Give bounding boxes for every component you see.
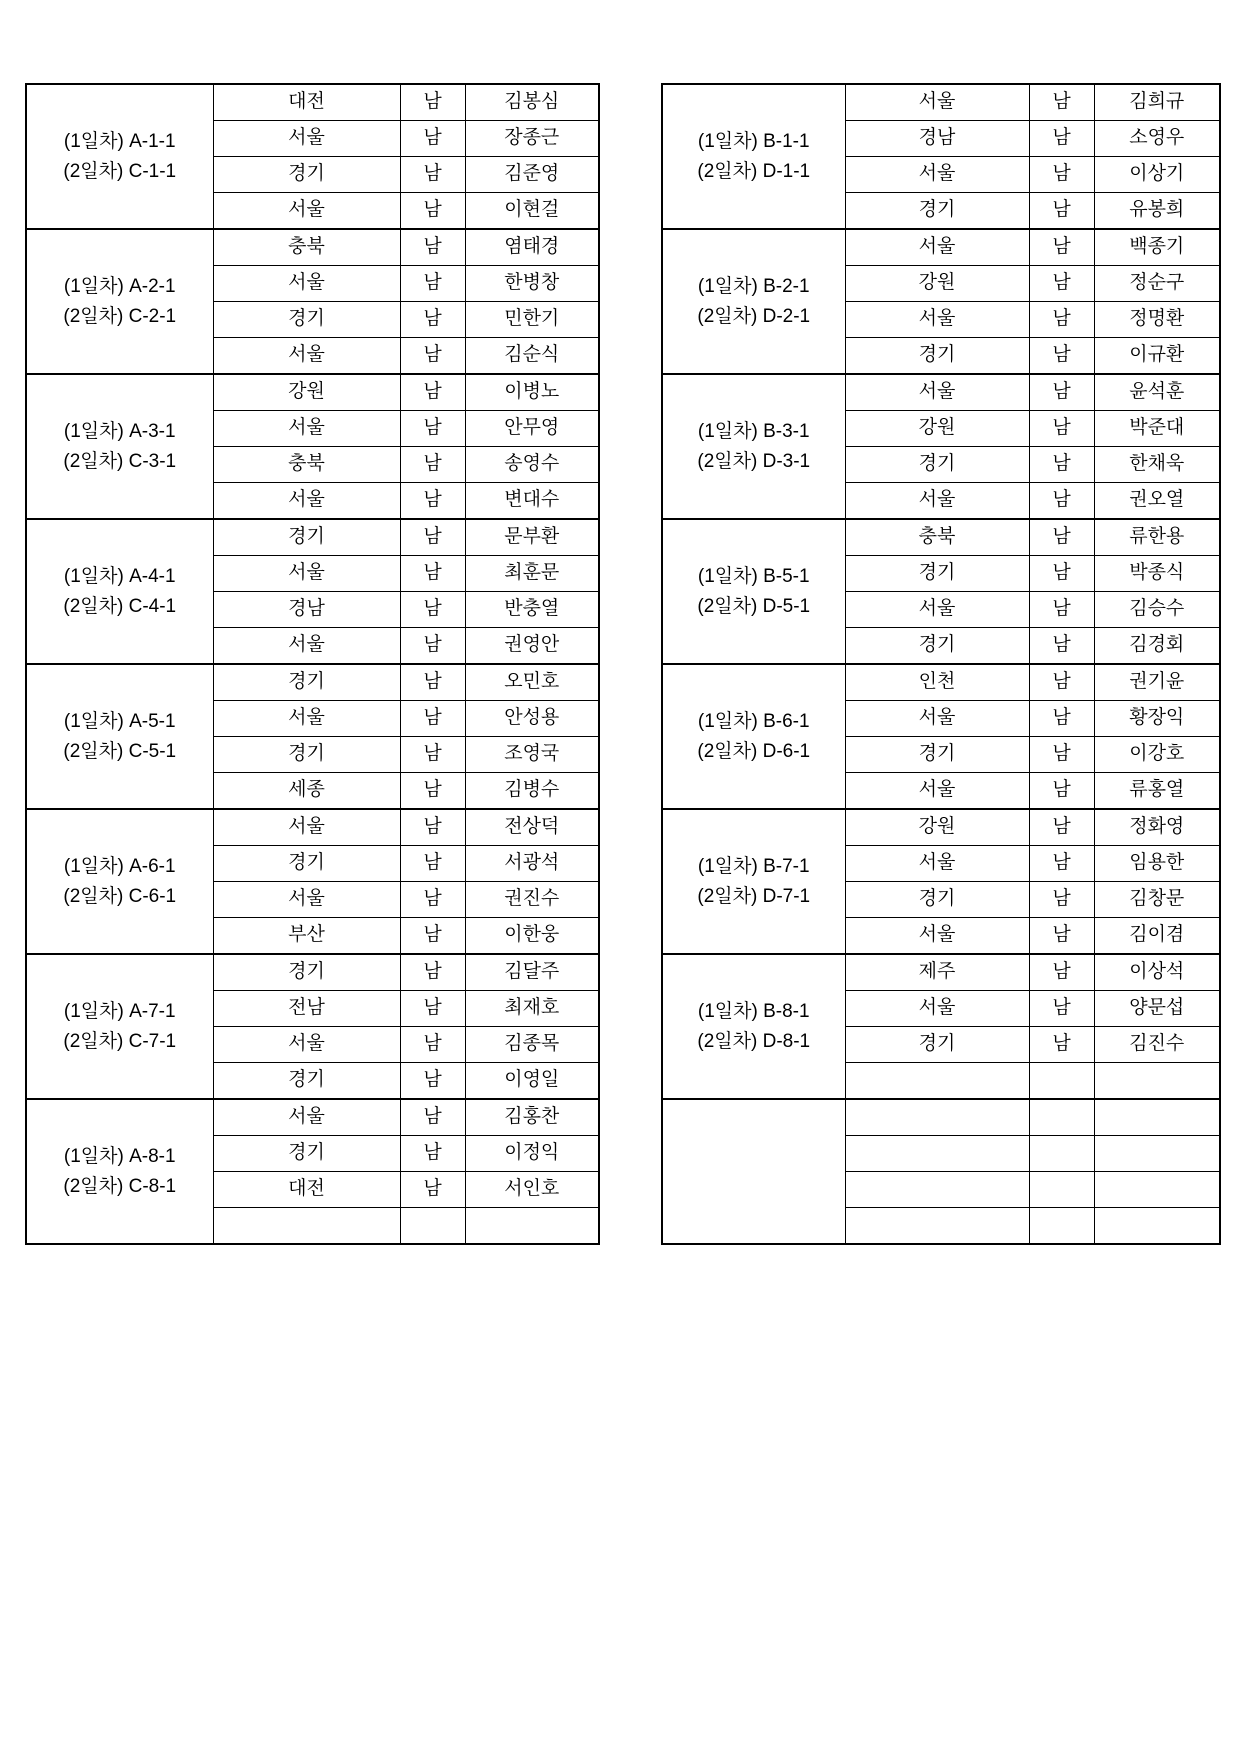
- group-label-cell: [662, 519, 845, 664]
- group-label-line1: (1일차) A-2-1: [63, 276, 176, 298]
- name-cell: 이정익: [465, 1136, 599, 1172]
- region-cell: [845, 1063, 1029, 1100]
- name-cell: 권기윤: [1094, 664, 1220, 701]
- gender-cell: 남: [400, 157, 465, 193]
- table-row: [26, 1099, 599, 1136]
- region-cell: 서울: [213, 1099, 400, 1136]
- name-cell: 유봉희: [1094, 193, 1220, 230]
- region-cell: 서울: [213, 483, 400, 520]
- region-cell: 서울: [213, 121, 400, 157]
- table-row: [662, 664, 1220, 701]
- name-cell: 장종근: [465, 121, 599, 157]
- name-cell: 김준영: [465, 157, 599, 193]
- region-cell: 서울: [213, 338, 400, 375]
- region-cell: 경기: [213, 157, 400, 193]
- region-cell: 경기: [213, 664, 400, 701]
- gender-cell: 남: [1029, 411, 1094, 447]
- gender-cell: 남: [400, 374, 465, 411]
- gender-cell: 남: [400, 411, 465, 447]
- name-cell: [1094, 1172, 1220, 1208]
- name-cell: 안무영: [465, 411, 599, 447]
- name-cell: 백종기: [1094, 229, 1220, 266]
- gender-cell: 남: [400, 1099, 465, 1136]
- gender-cell: 남: [1029, 628, 1094, 665]
- gender-cell: 남: [400, 809, 465, 846]
- region-cell: 대전: [213, 84, 400, 121]
- group-label-line1: (1일차) B-2-1: [697, 276, 810, 298]
- name-cell: 정화영: [1094, 809, 1220, 846]
- gender-cell: 남: [400, 628, 465, 665]
- region-cell: 충북: [213, 229, 400, 266]
- roster-table-left: [25, 83, 600, 1245]
- name-cell: 김병수: [465, 773, 599, 810]
- region-cell: 강원: [213, 374, 400, 411]
- region-cell: 서울: [213, 1027, 400, 1063]
- name-cell: 이현걸: [465, 193, 599, 230]
- region-cell: 부산: [213, 918, 400, 955]
- gender-cell: 남: [1029, 664, 1094, 701]
- region-cell: 서울: [845, 374, 1029, 411]
- gender-cell: 남: [1029, 157, 1094, 193]
- gender-cell: 남: [1029, 737, 1094, 773]
- name-cell: 김희규: [1094, 84, 1220, 121]
- name-cell: 민한기: [465, 302, 599, 338]
- name-cell: 권오열: [1094, 483, 1220, 520]
- group-label-line2: (2일차) C-8-1: [63, 1175, 177, 1197]
- region-cell: 경기: [845, 338, 1029, 375]
- group-label-cell: [26, 519, 213, 664]
- name-cell: 윤석훈: [1094, 374, 1220, 411]
- gender-cell: [1029, 1172, 1094, 1208]
- group-label-cell: [26, 664, 213, 809]
- gender-cell: 남: [400, 447, 465, 483]
- gender-cell: 남: [1029, 918, 1094, 955]
- gender-cell: 남: [400, 229, 465, 266]
- group-label-cell: [662, 374, 845, 519]
- gender-cell: 남: [1029, 193, 1094, 230]
- name-cell: 이강호: [1094, 737, 1220, 773]
- gender-cell: 남: [400, 483, 465, 520]
- group-label-cell: [662, 84, 845, 229]
- group-label-line1: (1일차) B-3-1: [697, 421, 810, 443]
- region-cell: 서울: [845, 302, 1029, 338]
- name-cell: 조영국: [465, 737, 599, 773]
- group-label-line2: (2일차) D-8-1: [697, 1030, 811, 1052]
- region-cell: 서울: [845, 229, 1029, 266]
- group-label-line1: (1일차) A-5-1: [63, 711, 176, 733]
- gender-cell: 남: [1029, 846, 1094, 882]
- group-label-line2: (2일차) C-5-1: [63, 740, 177, 762]
- group-label-line2: (2일차) C-6-1: [63, 885, 177, 907]
- name-cell: 반충열: [465, 592, 599, 628]
- gender-cell: 남: [1029, 447, 1094, 483]
- group-label-line1: (1일차) A-8-1: [63, 1146, 176, 1168]
- gender-cell: 남: [1029, 773, 1094, 810]
- group-label-line2: (2일차) D-3-1: [697, 450, 811, 472]
- group-label-line2: (2일차) D-7-1: [697, 885, 811, 907]
- region-cell: 인천: [845, 664, 1029, 701]
- group-label-cell: [26, 229, 213, 374]
- name-cell: [1094, 1099, 1220, 1136]
- gender-cell: 남: [400, 556, 465, 592]
- group-label-line2: (2일차) D-6-1: [697, 740, 811, 762]
- name-cell: 박종식: [1094, 556, 1220, 592]
- name-cell: 문부환: [465, 519, 599, 556]
- region-cell: 세종: [213, 773, 400, 810]
- group-label-line1: (1일차) A-3-1: [63, 421, 176, 443]
- gender-cell: 남: [1029, 121, 1094, 157]
- region-cell: 경기: [845, 556, 1029, 592]
- gender-cell: [1029, 1099, 1094, 1136]
- region-cell: 경기: [213, 1063, 400, 1100]
- region-cell: 서울: [845, 846, 1029, 882]
- region-cell: 경기: [845, 1027, 1029, 1063]
- gender-cell: 남: [400, 84, 465, 121]
- gender-cell: [1029, 1136, 1094, 1172]
- name-cell: 이상석: [1094, 954, 1220, 991]
- region-cell: 경기: [213, 1136, 400, 1172]
- name-cell: 김홍찬: [465, 1099, 599, 1136]
- tables-row: [25, 83, 1221, 1245]
- group-label-line2: (2일차) C-7-1: [63, 1030, 177, 1052]
- region-cell: 서울: [213, 882, 400, 918]
- region-cell: 경기: [845, 737, 1029, 773]
- region-cell: 경기: [213, 519, 400, 556]
- gender-cell: 남: [1029, 882, 1094, 918]
- region-cell: 경기: [845, 193, 1029, 230]
- region-cell: 서울: [845, 991, 1029, 1027]
- region-cell: 대전: [213, 1172, 400, 1208]
- name-cell: 변대수: [465, 483, 599, 520]
- name-cell: 류홍열: [1094, 773, 1220, 810]
- region-cell: 서울: [213, 411, 400, 447]
- gender-cell: 남: [1029, 556, 1094, 592]
- gender-cell: 남: [400, 1027, 465, 1063]
- region-cell: [845, 1136, 1029, 1172]
- gender-cell: 남: [400, 302, 465, 338]
- group-label-cell: [662, 954, 845, 1099]
- group-label-line2: (2일차) C-1-1: [63, 160, 177, 182]
- table-row: [26, 519, 599, 556]
- group-label-cell: [26, 954, 213, 1099]
- gender-cell: 남: [1029, 338, 1094, 375]
- name-cell: 김창문: [1094, 882, 1220, 918]
- gender-cell: 남: [1029, 483, 1094, 520]
- region-cell: 서울: [845, 773, 1029, 810]
- group-label-line2: (2일차) D-5-1: [697, 595, 811, 617]
- name-cell: 이영일: [465, 1063, 599, 1100]
- gender-cell: 남: [400, 1172, 465, 1208]
- gender-cell: 남: [400, 1136, 465, 1172]
- gender-cell: 남: [400, 954, 465, 991]
- table-row: [26, 84, 599, 121]
- name-cell: 서인호: [465, 1172, 599, 1208]
- region-cell: 전남: [213, 991, 400, 1027]
- name-cell: [1094, 1136, 1220, 1172]
- region-cell: 경기: [213, 846, 400, 882]
- name-cell: 임용한: [1094, 846, 1220, 882]
- region-cell: 서울: [845, 918, 1029, 955]
- group-label-cell: [26, 374, 213, 519]
- name-cell: 전상덕: [465, 809, 599, 846]
- gender-cell: 남: [1029, 1027, 1094, 1063]
- name-cell: 서광석: [465, 846, 599, 882]
- region-cell: 경기: [845, 447, 1029, 483]
- region-cell: 경기: [845, 628, 1029, 665]
- group-label-line2: (2일차) D-1-1: [697, 160, 811, 182]
- region-cell: 경기: [845, 882, 1029, 918]
- region-cell: 서울: [845, 701, 1029, 737]
- roster-table-right: [661, 83, 1221, 1245]
- gender-cell: 남: [1029, 519, 1094, 556]
- name-cell: 김달주: [465, 954, 599, 991]
- table-row: [26, 954, 599, 991]
- name-cell: 최재호: [465, 991, 599, 1027]
- gender-cell: 남: [1029, 954, 1094, 991]
- name-cell: 김봉심: [465, 84, 599, 121]
- region-cell: 경기: [213, 954, 400, 991]
- group-label-line1: (1일차) B-8-1: [697, 1001, 810, 1023]
- region-cell: [213, 1208, 400, 1245]
- region-cell: 서울: [845, 483, 1029, 520]
- gender-cell: 남: [400, 338, 465, 375]
- gender-cell: [1029, 1208, 1094, 1245]
- group-label-cell: [662, 1099, 845, 1244]
- group-label-line1: (1일차) B-1-1: [697, 131, 810, 153]
- group-label-cell: [662, 809, 845, 954]
- name-cell: 이한웅: [465, 918, 599, 955]
- name-cell: 정순구: [1094, 266, 1220, 302]
- table-row: [26, 809, 599, 846]
- region-cell: 경남: [213, 592, 400, 628]
- name-cell: 안성용: [465, 701, 599, 737]
- group-label-line1: (1일차) B-5-1: [697, 566, 810, 588]
- name-cell: 김종목: [465, 1027, 599, 1063]
- region-cell: [845, 1099, 1029, 1136]
- gender-cell: 남: [400, 918, 465, 955]
- gender-cell: 남: [1029, 84, 1094, 121]
- gender-cell: 남: [400, 193, 465, 230]
- region-cell: [845, 1172, 1029, 1208]
- table-row: [662, 519, 1220, 556]
- name-cell: 이병노: [465, 374, 599, 411]
- name-cell: 이상기: [1094, 157, 1220, 193]
- name-cell: 권진수: [465, 882, 599, 918]
- name-cell: 박준대: [1094, 411, 1220, 447]
- gender-cell: 남: [400, 773, 465, 810]
- table-row: [662, 374, 1220, 411]
- gender-cell: 남: [400, 737, 465, 773]
- group-label-cell: [662, 229, 845, 374]
- name-cell: 한채욱: [1094, 447, 1220, 483]
- gender-cell: 남: [400, 1063, 465, 1100]
- table-row: [26, 229, 599, 266]
- gender-cell: 남: [400, 882, 465, 918]
- name-cell: 소영우: [1094, 121, 1220, 157]
- gender-cell: 남: [1029, 809, 1094, 846]
- name-cell: 류한용: [1094, 519, 1220, 556]
- table-row: [662, 84, 1220, 121]
- region-cell: 서울: [845, 592, 1029, 628]
- name-cell: 송영수: [465, 447, 599, 483]
- group-label-line2: (2일차) C-3-1: [63, 450, 177, 472]
- name-cell: 양문섭: [1094, 991, 1220, 1027]
- table-row: [662, 229, 1220, 266]
- name-cell: [465, 1208, 599, 1245]
- region-cell: 서울: [213, 266, 400, 302]
- region-cell: 강원: [845, 266, 1029, 302]
- region-cell: 경남: [845, 121, 1029, 157]
- gender-cell: 남: [400, 121, 465, 157]
- group-label-cell: [26, 84, 213, 229]
- region-cell: 충북: [213, 447, 400, 483]
- name-cell: 권영안: [465, 628, 599, 665]
- name-cell: 김이겸: [1094, 918, 1220, 955]
- group-label-line2: (2일차) D-2-1: [697, 305, 811, 327]
- region-cell: 서울: [213, 193, 400, 230]
- region-cell: 제주: [845, 954, 1029, 991]
- name-cell: 오민호: [465, 664, 599, 701]
- region-cell: 서울: [213, 628, 400, 665]
- region-cell: 경기: [213, 302, 400, 338]
- group-label-cell: [26, 809, 213, 954]
- table-row: [662, 1099, 1220, 1136]
- name-cell: 황장익: [1094, 701, 1220, 737]
- region-cell: 서울: [213, 556, 400, 592]
- region-cell: 서울: [845, 84, 1029, 121]
- gender-cell: 남: [400, 846, 465, 882]
- gender-cell: 남: [400, 991, 465, 1027]
- name-cell: 김경회: [1094, 628, 1220, 665]
- gender-cell: 남: [400, 592, 465, 628]
- name-cell: 김승수: [1094, 592, 1220, 628]
- gender-cell: 남: [400, 519, 465, 556]
- group-label-line1: (1일차) A-7-1: [63, 1001, 176, 1023]
- region-cell: 강원: [845, 809, 1029, 846]
- group-label-line2: (2일차) C-4-1: [63, 595, 177, 617]
- gender-cell: 남: [1029, 592, 1094, 628]
- name-cell: 염태경: [465, 229, 599, 266]
- gender-cell: 남: [1029, 991, 1094, 1027]
- group-label-cell: [662, 664, 845, 809]
- group-label-line1: (1일차) A-4-1: [63, 566, 176, 588]
- group-label-cell: [26, 1099, 213, 1244]
- gender-cell: 남: [1029, 302, 1094, 338]
- gender-cell: 남: [400, 266, 465, 302]
- name-cell: [1094, 1063, 1220, 1100]
- name-cell: 한병창: [465, 266, 599, 302]
- table-row: [662, 809, 1220, 846]
- region-cell: 경기: [213, 737, 400, 773]
- gender-cell: 남: [1029, 701, 1094, 737]
- region-cell: 서울: [213, 809, 400, 846]
- gender-cell: 남: [400, 664, 465, 701]
- name-cell: 김진수: [1094, 1027, 1220, 1063]
- gender-cell: 남: [1029, 229, 1094, 266]
- name-cell: 김순식: [465, 338, 599, 375]
- name-cell: 정명환: [1094, 302, 1220, 338]
- region-cell: [845, 1208, 1029, 1245]
- table-row: [26, 374, 599, 411]
- name-cell: 이규환: [1094, 338, 1220, 375]
- group-label-line1: (1일차) B-7-1: [697, 856, 810, 878]
- gender-cell: 남: [1029, 266, 1094, 302]
- name-cell: [1094, 1208, 1220, 1245]
- region-cell: 충북: [845, 519, 1029, 556]
- group-label-line1: (1일차) B-6-1: [697, 711, 810, 733]
- table-row: [662, 954, 1220, 991]
- region-cell: 서울: [213, 701, 400, 737]
- gender-cell: 남: [400, 701, 465, 737]
- region-cell: 서울: [845, 157, 1029, 193]
- gender-cell: [1029, 1063, 1094, 1100]
- gender-cell: [400, 1208, 465, 1245]
- group-label-line1: (1일차) A-6-1: [63, 856, 176, 878]
- gender-cell: 남: [1029, 374, 1094, 411]
- region-cell: 강원: [845, 411, 1029, 447]
- table-row: [26, 664, 599, 701]
- group-label-line2: (2일차) C-2-1: [63, 305, 177, 327]
- group-label-line1: (1일차) A-1-1: [63, 131, 176, 153]
- name-cell: 최훈문: [465, 556, 599, 592]
